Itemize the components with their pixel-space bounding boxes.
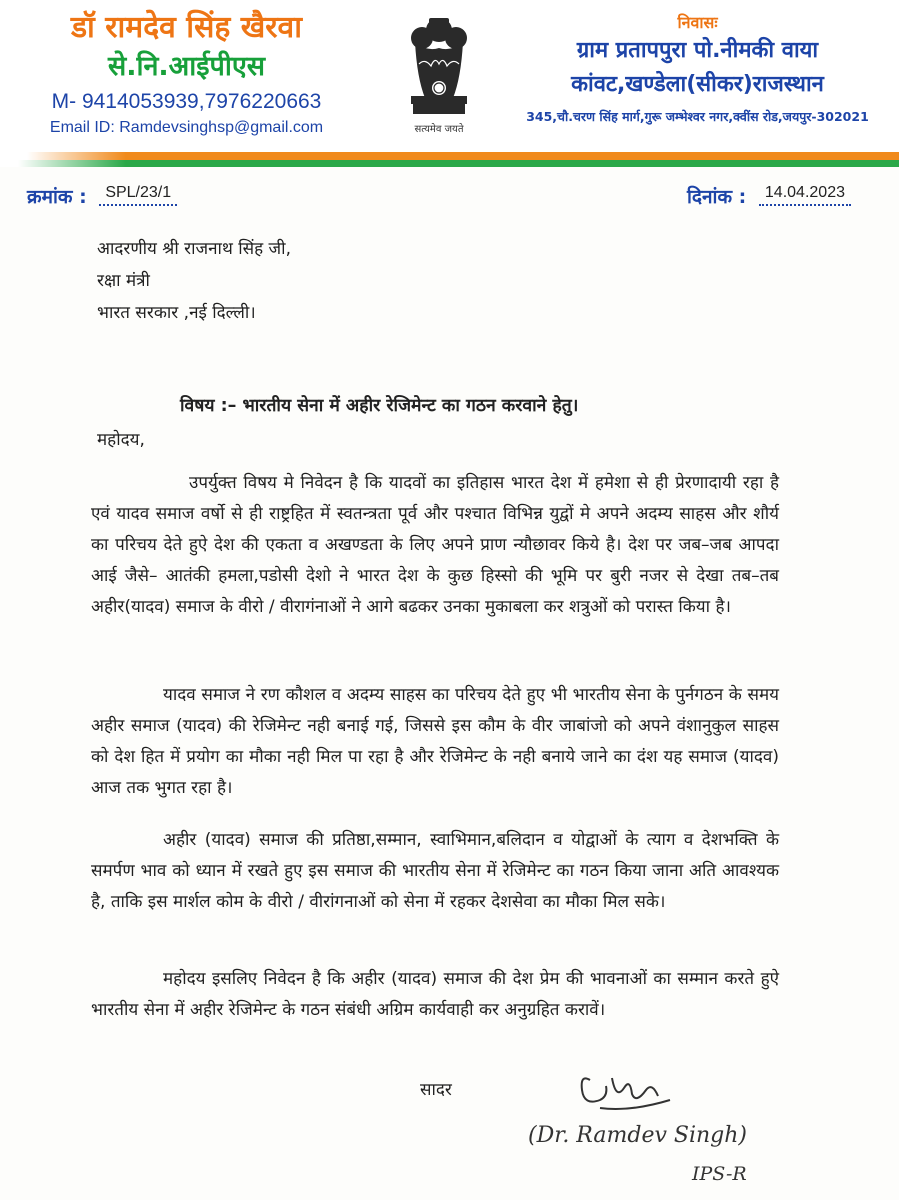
paragraph-4 (91, 964, 779, 1026)
address-line-2: कांवट,खण्डेला(सीकर)राजस्थान (571, 72, 824, 97)
sender-name: डॉ रामदेव सिंह खैरवा (71, 10, 302, 45)
letterhead-right (505, 12, 890, 128)
reference-date-label: दिनांक : (687, 186, 747, 208)
paragraph-3-text: अहीर (यादव) समाज की प्रतिष्ठा,सम्मान, स्वाभिमान,बलिदान व योद्वाओं के त्याग व देशभक्ति के समर्पण भाव को ध्यान में रखते हुए इस समाज की भारतीय सेना में रेजिमेन्ट का गठन किया जाना अति आवश्यक है, ताकि इस मार्शल कोम के वीरो / वीरांगनाओं को सेना में रहकर देशसेवा का मौका मिल सके। (91, 830, 779, 912)
residence-label: निवासः (677, 13, 718, 32)
national-emblem-icon (395, 8, 483, 138)
signature-name: (Dr. Ramdev Singh) (528, 1123, 747, 1148)
addressee-line-2: रक्षा मंत्री (97, 271, 150, 291)
signature-block (520, 1060, 860, 1190)
letterhead (0, 0, 899, 160)
addressee-block (97, 233, 291, 329)
reference-number-label: क्रमांक : (27, 186, 87, 208)
paragraph-2 (91, 680, 779, 804)
green-band (0, 160, 899, 167)
salutation: महोदय, (97, 430, 145, 450)
address-line-1: ग्राम प्रतापपुरा पो.नीमकी वाया (576, 38, 819, 63)
sender-designation: से.नि.आईपीएस (107, 51, 266, 82)
letterhead-left (14, 8, 359, 140)
paragraph-2-text: यादव समाज ने रण कौशल व अदम्य साहस का परिचय देते हुए भी भारतीय सेना के पुर्नगठन के समय अहीर समाज (यादव) की रेजिमेन्ट नही बनाई गई, जिससे इस कौम के वीर जाबांजो को अपने वंशानुकुल साहस को देश हित में प्रयोग का मौका नही मिल पा रहा है और रेजिमेन्ट के नही बनाये जाने का दंश यह समाज (यादव) आज तक भुगत रहा है। (91, 685, 779, 798)
saffron-band (0, 152, 899, 160)
sender-phone: M- 9414053939,7976220663 (51, 90, 322, 113)
address-line-3: 345,चौ.चरण सिंह मार्ग,गुरू जम्भेश्वर नगर,क्वींस रोड,जयपुर-302021 (526, 109, 869, 124)
reference-number-value: SPL/23/1 (99, 184, 177, 206)
paragraph-1 (91, 468, 779, 623)
paragraph-1-text: उपर्युक्त विषय मे निवेदन है कि यादवों का इतिहास भारत देश में हमेशा से ही प्रेरणादायी रहा है एवं यादव समाज वर्षो से ही राष्ट्रहित में स्वतन्त्रता पूर्व और पश्चात विभिन्न युद्वों मे अपने अदम्य साहस और शौर्य का परिचय देते हुऐ देश की एकता व अखण्डता के लिए अपने प्राण न्यौछावर किये है। देश पर जब–जब आपदा आई जैसे– आतंकी हमला,पडोसी देशो ने भारत देश के कुछ हिस्सो की भूमि पर बुरी नजर से देखा तब–तब अहीर(यादव) समाज के वीरो / वीरागंनाओं ने आगे बढकर उनका मुकाबला कर शत्रुओं को परास्त किया है। (91, 473, 779, 617)
reference-number (27, 183, 177, 219)
signature-scrawl (582, 1078, 670, 1109)
addressee-line-3: भारत सरकार ,नई दिल्ली। (97, 303, 256, 323)
signature-title: IPS-R (692, 1163, 747, 1185)
reference-date (687, 183, 851, 219)
sender-email: Email ID: Ramdevsinghsp@gmail.com (49, 119, 324, 136)
emblem-motto: सत्यमेव जयते (414, 124, 464, 135)
paragraph-4-text: महोदय इसलिए निवेदन है कि अहीर (यादव) समाज की देश प्रेम की भावनाओं का सम्मान करते हुऐ भारतीय सेना में अहीर रेजिमेन्ट के गठन संबंधी अग्रिम कार्यवाही कर अनुग्रहित करावें। (91, 969, 779, 1020)
paragraph-3 (91, 825, 779, 918)
addressee-line-1: आदरणीय श्री राजनाथ सिंह जी, (97, 239, 291, 259)
subject-line: विषय :– भारतीय सेना में अहीर रेजिमेन्ट का गठन करवाने हेतु। (180, 396, 579, 416)
reference-date-value: 14.04.2023 (759, 184, 851, 206)
closing: सादर (420, 1080, 452, 1100)
